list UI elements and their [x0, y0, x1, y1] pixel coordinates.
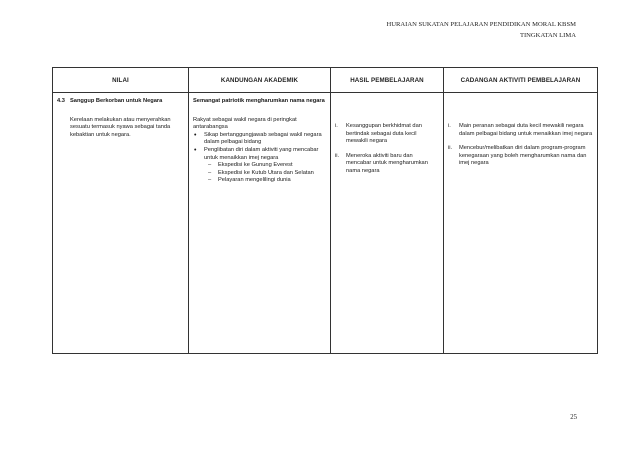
header-cadangan-aktiviti: CADANGAN AKTIVITI PEMBELAJARAN: [444, 68, 598, 93]
header-title: HURAIAN SUKATAN PELAJARAN PENDIDIKAN MORAL KBSM: [386, 21, 576, 28]
list-item-text: Penglibatan diri dalam aktiviti yang mencabar untuk menaikkan imej negara: [204, 146, 319, 161]
kandungan-cell: [189, 93, 331, 354]
item-text: Meneroka aktiviti baru dan mencabar untuk mengharumkan nama negara: [346, 152, 428, 174]
nilai-title: Sanggup Berkorban untuk Negara: [70, 98, 163, 104]
document-header: [386, 19, 576, 41]
kandungan-intro: Rakyat sebagai wakil negara di peringkat antarabangsa: [193, 116, 297, 131]
list-item: [448, 145, 593, 168]
item-number: ii.: [448, 145, 453, 152]
list-item: [448, 123, 593, 138]
header-hasil-pembelajaran: HASIL PEMBELAJARAN: [331, 68, 444, 93]
list-item: – Ekspedisi ke Gunung Everest: [218, 162, 326, 170]
kandungan-bullet-list: [193, 132, 326, 185]
list-item: [335, 123, 439, 146]
item-number: i.: [448, 123, 451, 129]
page-number: 25: [570, 414, 577, 421]
nilai-cell: [53, 93, 189, 354]
header-kandungan-akademik: KANDUNGAN AKADEMIK: [189, 68, 331, 93]
list-item: – Ekspedisi ke Kutub Utara dan Selatan: [218, 170, 326, 178]
item-text: Mencebur/melibatkan diri dalam program-program kenegaraan yang boleh mengharumkan nama dan imej negara: [459, 145, 587, 167]
hasil-cell: [331, 93, 444, 354]
nilai-description: Kerelaan melakukan atau menyerahkan sesuatu termasuk nyawa sebagai tanda kebaktian untuk negara.: [70, 116, 171, 138]
kandungan-title: Semangat patriotik mengharumkan nama negara: [193, 98, 325, 104]
list-item: – Pelayaran mengelilingi dunia: [218, 177, 326, 185]
syllabus-table: [52, 67, 598, 354]
nilai-number: 4.3: [57, 98, 65, 104]
item-text: Main peranan sebagai duta kecil mewakili negara dalam pelbagai bidang untuk menaikkan imej negara: [459, 123, 593, 137]
table-row: [53, 93, 598, 354]
list-item: [204, 147, 326, 185]
kandungan-dash-list: [204, 162, 326, 185]
item-text: Kesanggupan berkhidmat dan bertindak sebagai duta kecil mewakili negara: [346, 123, 422, 145]
header-nilai: NILAI: [53, 68, 189, 93]
list-item: [335, 153, 439, 176]
table-header-row: [53, 68, 598, 93]
item-number: ii.: [335, 152, 340, 159]
list-item: • Sikap bertanggungjawab sebagai wakil negara dalam pelbagai bidang: [204, 132, 326, 147]
cadangan-cell: [444, 93, 598, 354]
header-subtitle: TINGKATAN LIMA: [519, 32, 576, 39]
item-number: i.: [335, 123, 338, 129]
